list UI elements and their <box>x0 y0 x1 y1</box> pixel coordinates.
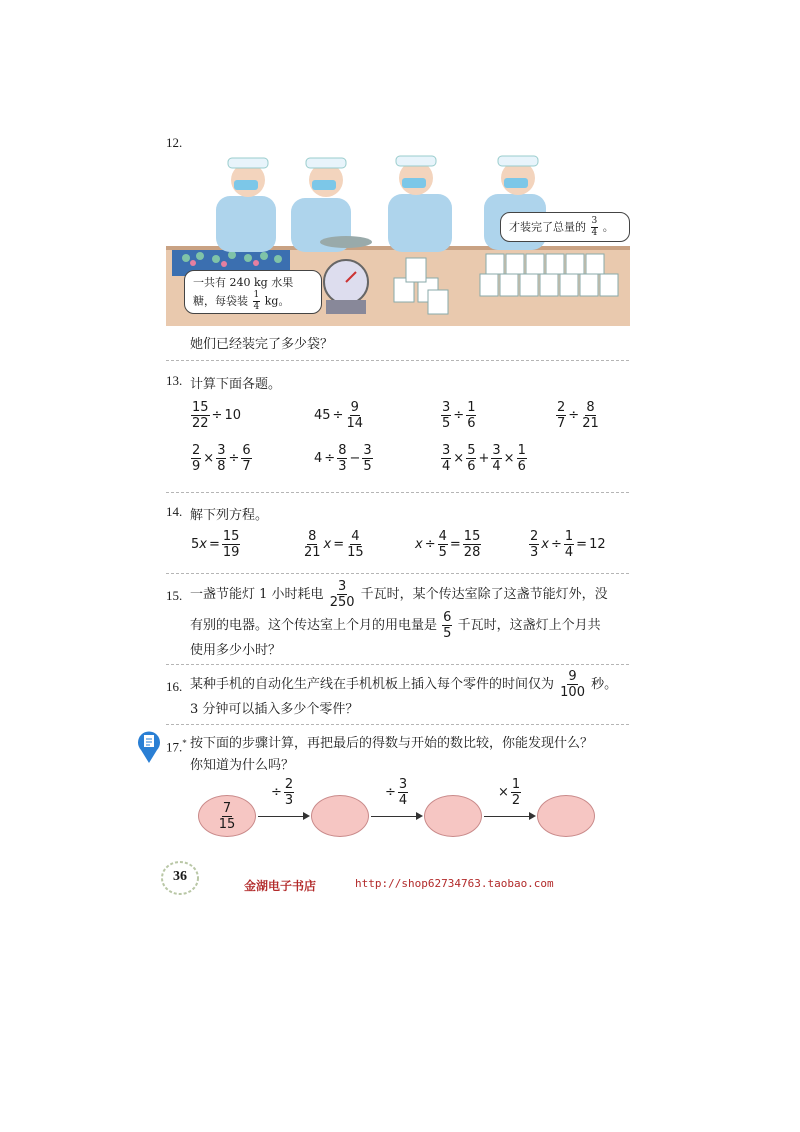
p15-line1a: 一盏节能灯 1 小时耗电 <box>190 587 324 602</box>
worker-3 <box>388 156 452 252</box>
problem-15-text <box>190 580 635 662</box>
p16-line1b: 秒。 <box>591 677 618 692</box>
problem-17-text <box>190 733 593 777</box>
expr-13-7: $\frac{3}{4}$ × $\frac{5}{6}$ + $\frac{3}{4}$ × $\frac{1}{6}$ <box>442 443 526 474</box>
expr-13-6: 4 ÷ $\frac{8}{3}$ − $\frac{3}{5}$ <box>314 443 372 474</box>
problem-12-question: 她们已经装完了多少袋？ <box>190 337 334 352</box>
result-3-oval[interactable] <box>537 795 595 837</box>
expr-13-4: $\frac{2}{7}$ ÷ $\frac{8}{21}$ <box>557 400 599 431</box>
step-1-arrow <box>258 816 304 817</box>
divider <box>166 724 629 725</box>
expr-13-1: $\frac{15}{22}$ ÷ 10 <box>192 400 241 431</box>
speech-bubble-progress <box>500 212 630 242</box>
page-number: 36 <box>173 869 187 884</box>
p16-line1a: 某种手机的自动化生产线在手机机板上插入每个零件的时间仅为 <box>190 677 555 692</box>
p17-line1: 按下面的步骤计算，再把最后的得数与开始的数比较，你能发现什么？ <box>190 736 594 751</box>
p17-line2: 你知道为什么吗？ <box>190 758 295 773</box>
start-numerator: 7 <box>222 801 232 816</box>
bubble-total-line2b: kg。 <box>264 294 290 308</box>
equation-14-4: $\frac{2}{3}$ x ÷ $\frac{1}{4}$ = 12 <box>530 529 606 560</box>
step-2-label: ÷ $\frac{3}{4}$ <box>385 777 408 808</box>
step-3-arrow <box>484 816 530 817</box>
problem-17-number: 17.* <box>166 738 187 755</box>
problem-17-star: * <box>182 738 187 748</box>
divider <box>166 664 629 665</box>
problem-14-title: 解下列方程。 <box>190 508 269 523</box>
arrow-head-icon <box>416 812 423 820</box>
divider <box>166 360 629 361</box>
divider <box>166 492 629 493</box>
problem-13-number: 13. <box>166 373 183 388</box>
expr-13-3: $\frac{3}{5}$ ÷ $\frac{1}{6}$ <box>442 400 476 431</box>
bubble-total-line2a: 糖，每袋装 <box>193 294 248 308</box>
problem-15-number: 15. <box>166 588 183 603</box>
bubble-progress-text-b: 。 <box>602 220 614 234</box>
problem-12-number: 12. <box>166 135 183 150</box>
p15-line2a: 有别的电器。这个传达室上个月的用电量是 <box>190 618 438 633</box>
result-1-oval[interactable] <box>311 795 369 837</box>
expr-13-2: 45 ÷ $\frac{9}{14}$ <box>314 400 363 431</box>
equation-14-2: $\frac{8}{21}$ x = $\frac{4}{15}$ <box>304 529 364 560</box>
problem-13-title: 计算下面各题。 <box>190 377 282 392</box>
p15-line1b: 千瓦时，某个传达室除了这盏节能灯外，没 <box>360 587 608 602</box>
expr-13-5: $\frac{2}{9}$ × $\frac{3}{8}$ ÷ $\frac{6}{7}$ <box>192 443 251 474</box>
problem-14-number: 14. <box>166 504 183 519</box>
p15-line2b: 千瓦时，这盏灯上个月共 <box>457 618 601 633</box>
speech-bubble-total <box>184 270 322 314</box>
arrow-head-icon <box>529 812 536 820</box>
equation-14-3: x ÷ $\frac{4}{5}$ = $\frac{15}{28}$ <box>415 529 481 560</box>
bubble-total-line1: 一共有 240 kg 水果 <box>193 276 294 289</box>
arrow-head-icon <box>303 812 310 820</box>
document-badge-icon <box>137 730 161 764</box>
shop-url[interactable]: http://shop62734763.taobao.com <box>355 877 554 890</box>
candy-bags-large <box>480 254 618 296</box>
worker-1 <box>216 158 276 252</box>
equation-14-1: 5x = $\frac{15}{19}$ <box>191 529 240 560</box>
start-value-oval <box>198 795 256 837</box>
shop-name: 金湖电子书店 <box>244 879 317 893</box>
divider <box>166 573 629 574</box>
p16-fraction: $\frac{9}{100}$ <box>560 669 585 700</box>
step-3-label: × $\frac{1}{2}$ <box>498 777 521 808</box>
p15-fraction-1: $\frac{3}{250}$ <box>329 579 355 610</box>
result-2-oval[interactable] <box>424 795 482 837</box>
start-denominator: 15 <box>218 817 236 832</box>
p15-fraction-2: $\frac{6}{5}$ <box>443 610 452 641</box>
p16-line2: 3 分钟可以插入多少个零件？ <box>190 702 359 717</box>
bubble-progress-text-a: 才装完了总量的 <box>509 220 586 234</box>
bubble-fraction: $\frac{1}{4}$ <box>253 290 260 312</box>
step-2-arrow <box>371 816 417 817</box>
problem-16-number: 16. <box>166 679 183 694</box>
p15-line3: 使用多少小时？ <box>190 643 282 658</box>
problem-16-text <box>190 670 640 721</box>
step-1-label: ÷ $\frac{2}{3}$ <box>271 777 294 808</box>
bubble-progress-fraction: $\frac{3}{4}$ <box>591 216 598 238</box>
